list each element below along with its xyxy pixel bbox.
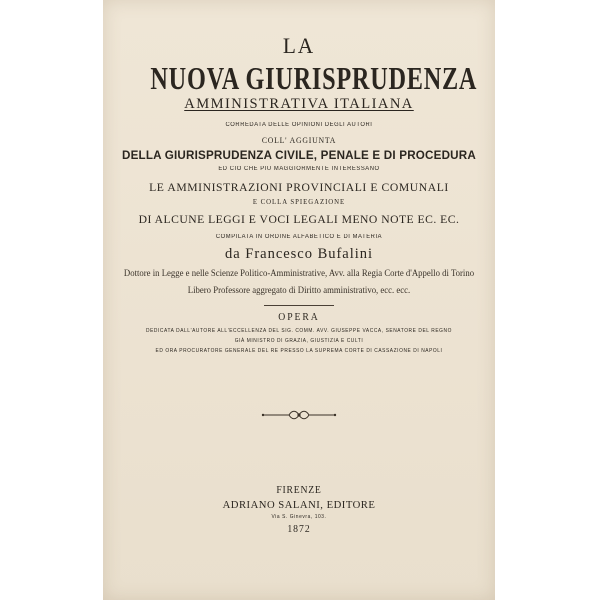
author-name: da Francesco Bufalini [225,246,373,262]
dedication-line-2: GIÀ MINISTRO DI GRAZIA, GIUSTIZIA E CULTI [234,338,364,344]
divider-rule [264,305,334,306]
publication-year: 1872 [287,524,311,535]
coll-aggiunta-line: COLL' AGGIUNTA [261,136,337,145]
compilata-line: COMPILATA IN ORDINE ALFABETICO E DI MATERIA [215,234,383,240]
subtitle: AMMINISTRATIVA ITALIANA [184,96,414,112]
printer-ornament-icon [259,408,339,422]
city: FIRENZE [276,485,322,496]
publisher-address: Via S. Ginevra, 103. [271,514,327,520]
amministrazioni-line: LE AMMINISTRAZIONI PROVINCIALI E COMUNALI [149,180,449,194]
corredata-line: CORREDATA DELLE OPINIONI DEGLI AUTORI [225,122,373,128]
title-page [103,0,495,600]
dedication-line-1: DEDICATA DALL'AUTORE ALL'ECCELLENZA DEL SIG. COMM. AVV. GIUSEPPE VACCA, SENATORE DEL REGNO [146,328,452,334]
opera-heading: OPERA [278,312,320,323]
della-giurisprudenza-line: DELLA GIURISPRUDENZA CIVILE, PENALE E DI PROCEDURA [122,148,476,162]
publisher: ADRIANO SALANI, EDITORE [222,499,376,511]
title-article: LA [282,33,316,58]
ed-line: ED CIO CHE PIU MAGGIORMENTE INTERESSANO [218,166,380,172]
alcune-leggi-line: DI ALCUNE LEGGI E VOCI LEGALI MENO NOTE EC. EC. [138,212,460,226]
author-credentials-line-2: Libero Professore aggregato di Diritto amministrativo, ecc. ecc. [187,285,411,295]
author-credentials-line-1: Dottore in Legge e nelle Scienze Politico-Amministrative, Avv. alla Regia Corte d'Appello di Torino [123,268,475,278]
dedication-line-3: ED ORA PROCURATORE GENERALE DEL RE PRESSO LA SUPREMA CORTE DI CASSAZIONE DI NAPOLI [155,348,443,354]
main-title: NUOVA GIURISPRUDENZA [150,60,478,96]
colla-spiegazione-line: E COLLA SPIEGAZIONE [252,198,346,206]
